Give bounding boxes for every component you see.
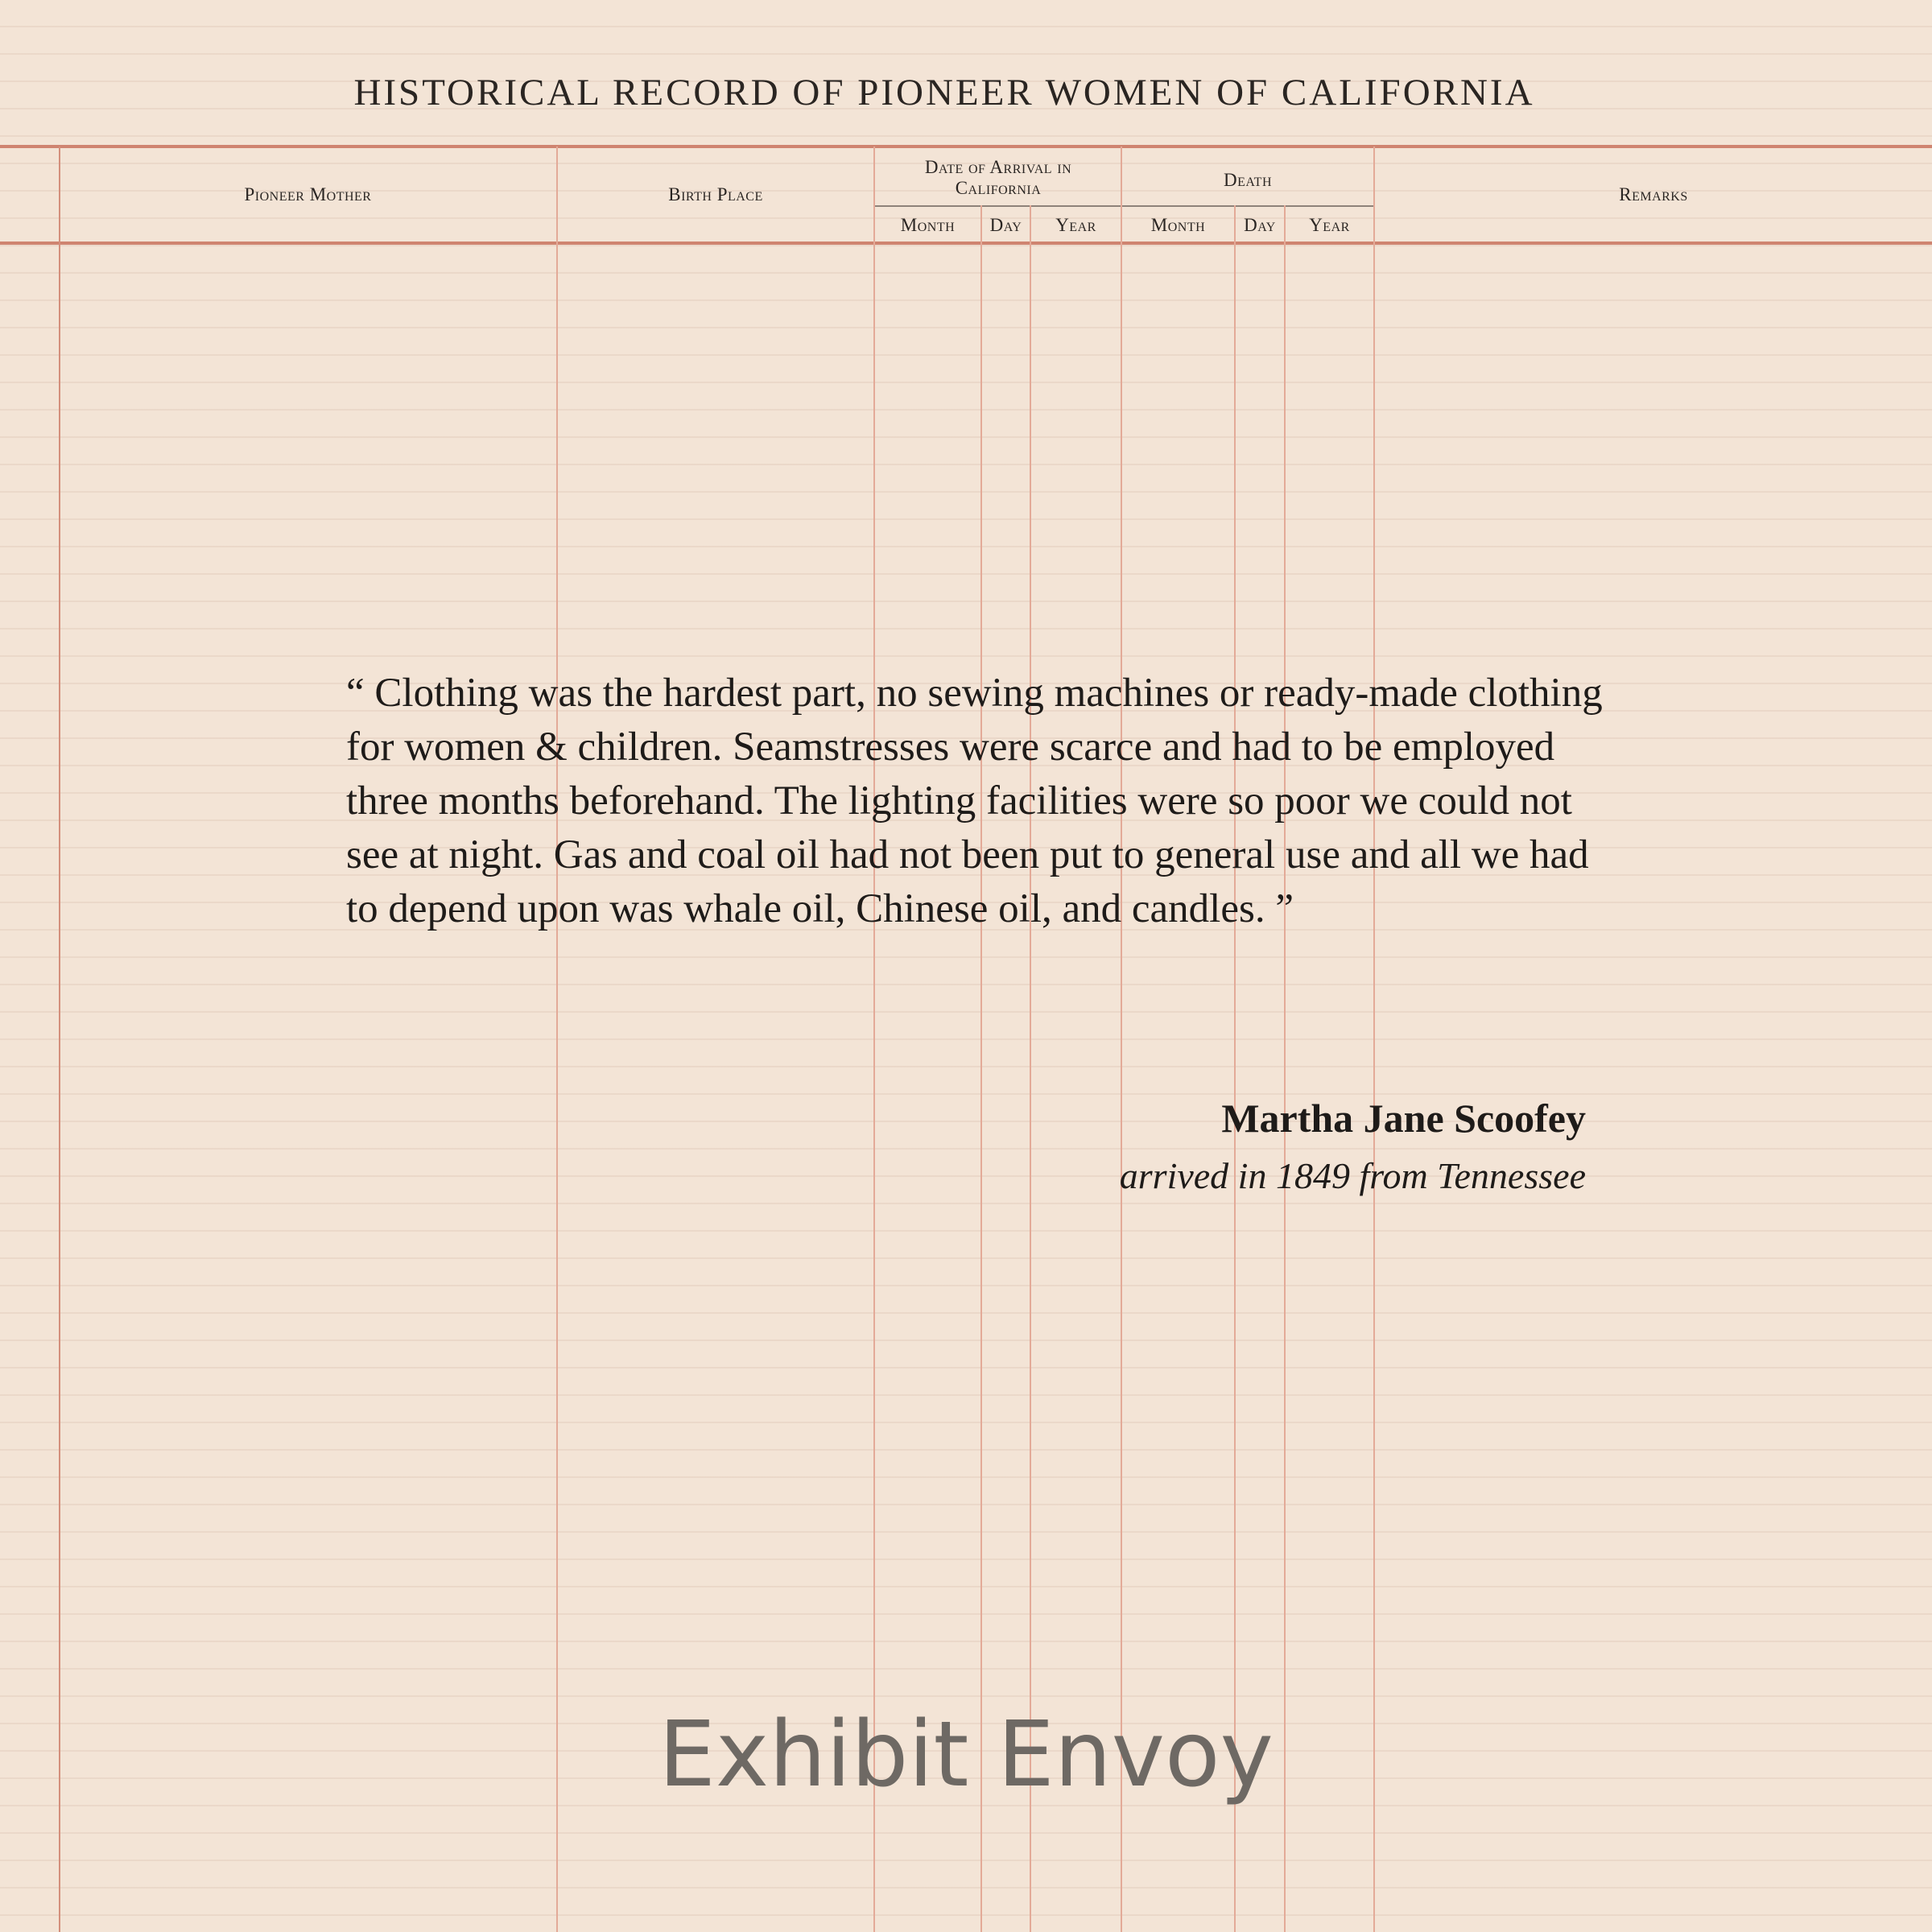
- column-header-death: Death: [1224, 170, 1272, 190]
- column-rule-arrival-year: [1030, 205, 1031, 1932]
- column-rule-death-year: [1284, 205, 1286, 1932]
- column-header-arrival-year: Year: [1055, 215, 1096, 235]
- column-rule-birthplace: [556, 147, 558, 1932]
- column-header-arrival-day: Day: [989, 215, 1022, 235]
- column-rule-margin: [59, 147, 60, 1932]
- header-bottom-rule: [0, 242, 1932, 245]
- brand-wordmark: Exhibit Envoy: [658, 1703, 1274, 1807]
- death-subheader-rule: [1121, 205, 1374, 207]
- column-header-death-year: Year: [1309, 215, 1350, 235]
- column-header-pioneer-mother: Pioneer Mother: [244, 184, 372, 204]
- column-rule-remarks: [1373, 147, 1375, 1932]
- column-header-remarks: Remarks: [1619, 184, 1688, 204]
- column-header-birth-place: Birth Place: [668, 184, 763, 204]
- column-header-death-day: Day: [1244, 215, 1276, 235]
- header-top-rule: [0, 145, 1932, 148]
- page-title: HISTORICAL RECORD OF PIONEER WOMEN OF CALIFORNIA: [353, 72, 1535, 114]
- column-rule-death-month: [1121, 147, 1122, 1932]
- quote-author: Martha Jane Scoofey: [1221, 1096, 1586, 1141]
- column-header-arrival: Date of Arrival in California: [924, 157, 1072, 198]
- column-rule-arrival-month: [873, 147, 875, 1932]
- column-header-death-month: Month: [1150, 215, 1206, 235]
- column-rule-arrival-day: [980, 205, 982, 1932]
- author-arrival-note: arrived in 1849 from Tennessee: [1119, 1155, 1586, 1196]
- pioneer-quote: “ Clothing was the hardest part, no sewing machines or ready-made clothing for women & children. Seamstresses were scarce and had to be employed three months beforehand. The lighting facilities were so poor we could not see at night. Gas and coal oil had not been put to general use and all we had to depend upon was whale oil, Chinese oil, and candles. ”: [346, 671, 1603, 931]
- arrival-subheader-rule: [874, 205, 1125, 207]
- column-rule-death-day: [1234, 205, 1236, 1932]
- column-header-arrival-month: Month: [900, 215, 956, 235]
